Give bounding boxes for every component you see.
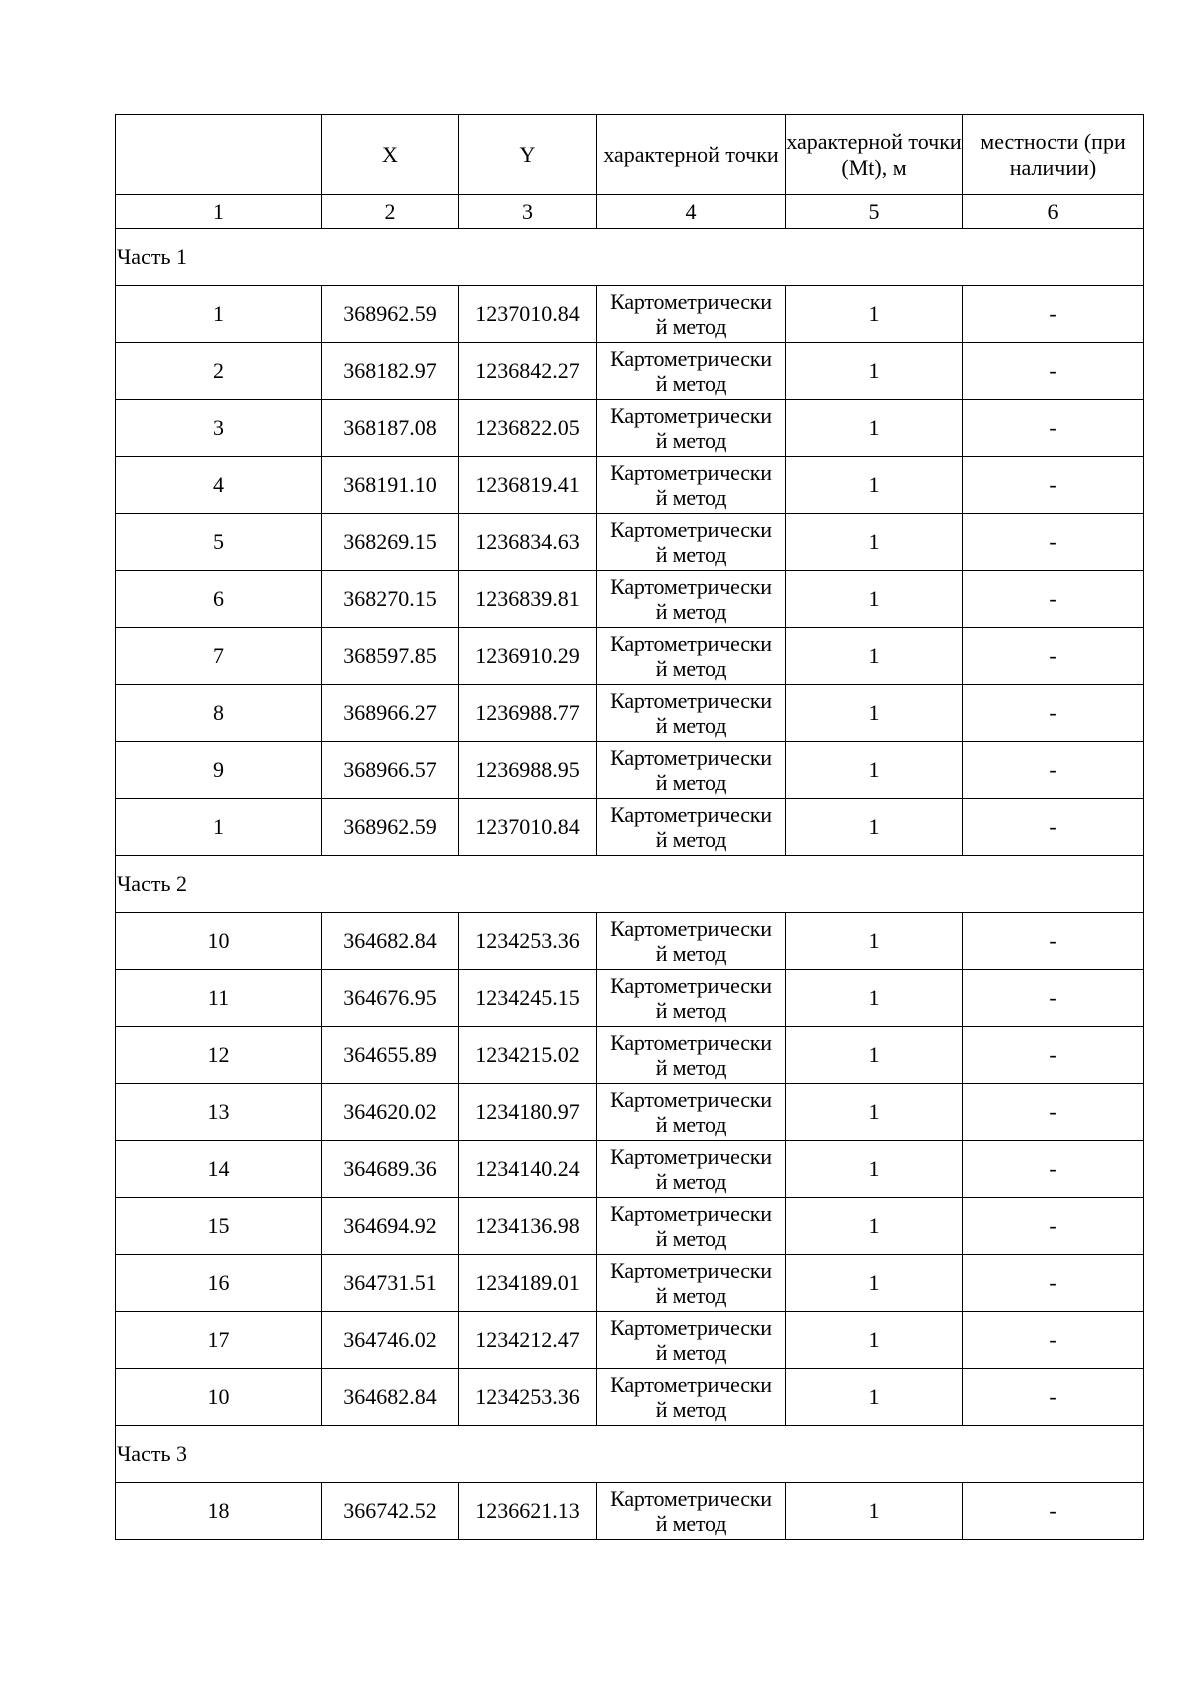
y-coordinate-cell: 1236842.27 xyxy=(459,343,597,400)
section-row xyxy=(116,856,1144,913)
y-coordinate-cell: 1234189.01 xyxy=(459,1255,597,1312)
description-cell: - xyxy=(963,913,1144,970)
accuracy-cell: 1 xyxy=(786,1312,963,1369)
table-row xyxy=(116,799,1144,856)
table-row xyxy=(116,1255,1144,1312)
description-cell: - xyxy=(963,286,1144,343)
method-cell xyxy=(597,571,786,628)
description-cell: - xyxy=(963,400,1144,457)
column-number: 5 xyxy=(786,195,963,229)
y-coordinate-cell: 1236834.63 xyxy=(459,514,597,571)
table-row xyxy=(116,913,1144,970)
y-coordinate-cell: 1236988.95 xyxy=(459,742,597,799)
method-cell xyxy=(597,457,786,514)
method-line-2: й метод xyxy=(655,998,727,1023)
point-number-cell: 3 xyxy=(116,400,322,457)
method-cell xyxy=(597,1141,786,1198)
description-cell: - xyxy=(963,1312,1144,1369)
method-cell xyxy=(597,514,786,571)
table-row xyxy=(116,400,1144,457)
method-cell xyxy=(597,799,786,856)
column-number: 1 xyxy=(116,195,322,229)
method-line-2: й метод xyxy=(655,599,727,624)
method-cell xyxy=(597,1198,786,1255)
description-cell: - xyxy=(963,1483,1144,1540)
method-line-1: Картометрически xyxy=(610,1315,772,1340)
accuracy-cell: 1 xyxy=(786,742,963,799)
method-cell xyxy=(597,343,786,400)
description-cell: - xyxy=(963,1084,1144,1141)
table-row xyxy=(116,1027,1144,1084)
table-row xyxy=(116,742,1144,799)
x-coordinate-cell: 364655.89 xyxy=(322,1027,459,1084)
header-cell-y: Y xyxy=(459,115,597,195)
point-number-cell: 14 xyxy=(116,1141,322,1198)
y-coordinate-cell: 1234212.47 xyxy=(459,1312,597,1369)
x-coordinate-cell: 368966.27 xyxy=(322,685,459,742)
header-cell-description: местности (при наличии) xyxy=(963,115,1144,195)
table-row xyxy=(116,286,1144,343)
column-number-row xyxy=(116,195,1144,229)
accuracy-cell: 1 xyxy=(786,457,963,514)
header-cell-accuracy: характерной точки (Mt), м xyxy=(786,115,963,195)
description-cell: - xyxy=(963,799,1144,856)
x-coordinate-cell: 364746.02 xyxy=(322,1312,459,1369)
section-title: Часть 1 xyxy=(116,229,1144,286)
description-cell: - xyxy=(963,970,1144,1027)
method-line-2: й метод xyxy=(655,1511,727,1536)
method-line-2: й метод xyxy=(655,371,727,396)
y-coordinate-cell: 1234136.98 xyxy=(459,1198,597,1255)
method-line-2: й метод xyxy=(655,941,727,966)
y-coordinate-cell: 1236910.29 xyxy=(459,628,597,685)
method-line-1: Картометрически xyxy=(610,289,772,314)
point-number-cell: 15 xyxy=(116,1198,322,1255)
method-line-2: й метод xyxy=(655,1169,727,1194)
method-line-1: Картометрически xyxy=(610,1087,772,1112)
section-title: Часть 2 xyxy=(116,856,1144,913)
method-line-2: й метод xyxy=(655,485,727,510)
header-cell-1 xyxy=(116,115,322,195)
method-cell xyxy=(597,400,786,457)
method-line-2: й метод xyxy=(655,1112,727,1137)
accuracy-cell: 1 xyxy=(786,1141,963,1198)
table-row xyxy=(116,514,1144,571)
x-coordinate-cell: 366742.52 xyxy=(322,1483,459,1540)
table-row xyxy=(116,343,1144,400)
description-cell: - xyxy=(963,457,1144,514)
method-line-1: Картометрически xyxy=(610,1030,772,1055)
accuracy-cell: 1 xyxy=(786,1027,963,1084)
x-coordinate-cell: 364694.92 xyxy=(322,1198,459,1255)
column-number: 4 xyxy=(597,195,786,229)
column-number: 2 xyxy=(322,195,459,229)
method-line-2: й метод xyxy=(655,656,727,681)
method-line-2: й метод xyxy=(655,1340,727,1365)
x-coordinate-cell: 364731.51 xyxy=(322,1255,459,1312)
method-line-1: Картометрически xyxy=(610,517,772,542)
x-coordinate-cell: 368966.57 xyxy=(322,742,459,799)
description-cell: - xyxy=(963,742,1144,799)
method-cell xyxy=(597,685,786,742)
method-line-2: й метод xyxy=(655,1226,727,1251)
y-coordinate-cell: 1236839.81 xyxy=(459,571,597,628)
point-number-cell: 10 xyxy=(116,913,322,970)
method-line-1: Картометрически xyxy=(610,1372,772,1397)
point-number-cell: 16 xyxy=(116,1255,322,1312)
table-row xyxy=(116,970,1144,1027)
x-coordinate-cell: 368962.59 xyxy=(322,286,459,343)
method-cell xyxy=(597,970,786,1027)
accuracy-cell: 1 xyxy=(786,514,963,571)
table-row xyxy=(116,571,1144,628)
table-row xyxy=(116,1198,1144,1255)
y-coordinate-cell: 1234215.02 xyxy=(459,1027,597,1084)
method-cell xyxy=(597,913,786,970)
accuracy-cell: 1 xyxy=(786,1198,963,1255)
y-coordinate-cell: 1234253.36 xyxy=(459,913,597,970)
method-line-2: й метод xyxy=(655,542,727,567)
x-coordinate-cell: 368597.85 xyxy=(322,628,459,685)
description-cell: - xyxy=(963,1369,1144,1426)
section-row xyxy=(116,229,1144,286)
y-coordinate-cell: 1237010.84 xyxy=(459,799,597,856)
accuracy-cell: 1 xyxy=(786,1255,963,1312)
accuracy-cell: 1 xyxy=(786,628,963,685)
method-line-1: Картометрически xyxy=(610,631,772,656)
table-row xyxy=(116,685,1144,742)
method-cell xyxy=(597,1312,786,1369)
method-line-2: й метод xyxy=(655,770,727,795)
y-coordinate-cell: 1236819.41 xyxy=(459,457,597,514)
method-line-1: Картометрически xyxy=(610,802,772,827)
point-number-cell: 11 xyxy=(116,970,322,1027)
method-cell xyxy=(597,742,786,799)
method-line-1: Картометрически xyxy=(610,1258,772,1283)
table-row xyxy=(116,457,1144,514)
method-cell xyxy=(597,1483,786,1540)
header-row xyxy=(116,115,1144,195)
point-number-cell: 4 xyxy=(116,457,322,514)
table-row xyxy=(116,628,1144,685)
column-number: 6 xyxy=(963,195,1144,229)
header-cell-method: характерной точки xyxy=(597,115,786,195)
x-coordinate-cell: 368962.59 xyxy=(322,799,459,856)
point-number-cell: 1 xyxy=(116,799,322,856)
description-cell: - xyxy=(963,1027,1144,1084)
table-row xyxy=(116,1369,1144,1426)
point-number-cell: 5 xyxy=(116,514,322,571)
point-number-cell: 1 xyxy=(116,286,322,343)
method-line-2: й метод xyxy=(655,1283,727,1308)
method-line-1: Картометрически xyxy=(610,1144,772,1169)
point-number-cell: 18 xyxy=(116,1483,322,1540)
accuracy-cell: 1 xyxy=(786,913,963,970)
y-coordinate-cell: 1237010.84 xyxy=(459,286,597,343)
method-line-2: й метод xyxy=(655,713,727,738)
y-coordinate-cell: 1236988.77 xyxy=(459,685,597,742)
header-cell-x: X xyxy=(322,115,459,195)
description-cell: - xyxy=(963,1141,1144,1198)
method-line-1: Картометрически xyxy=(610,916,772,941)
description-cell: - xyxy=(963,343,1144,400)
y-coordinate-cell: 1236621.13 xyxy=(459,1483,597,1540)
point-number-cell: 13 xyxy=(116,1084,322,1141)
method-line-1: Картометрически xyxy=(610,346,772,371)
method-line-1: Картометрически xyxy=(610,1201,772,1226)
table-row xyxy=(116,1312,1144,1369)
accuracy-cell: 1 xyxy=(786,685,963,742)
x-coordinate-cell: 368191.10 xyxy=(322,457,459,514)
x-coordinate-cell: 364620.02 xyxy=(322,1084,459,1141)
method-cell xyxy=(597,286,786,343)
y-coordinate-cell: 1234245.15 xyxy=(459,970,597,1027)
method-line-1: Картометрически xyxy=(610,973,772,998)
x-coordinate-cell: 364682.84 xyxy=(322,1369,459,1426)
accuracy-cell: 1 xyxy=(786,286,963,343)
y-coordinate-cell: 1234140.24 xyxy=(459,1141,597,1198)
point-number-cell: 9 xyxy=(116,742,322,799)
x-coordinate-cell: 364682.84 xyxy=(322,913,459,970)
point-number-cell: 7 xyxy=(116,628,322,685)
accuracy-cell: 1 xyxy=(786,1369,963,1426)
x-coordinate-cell: 368182.97 xyxy=(322,343,459,400)
description-cell: - xyxy=(963,628,1144,685)
x-coordinate-cell: 368187.08 xyxy=(322,400,459,457)
table-row xyxy=(116,1141,1144,1198)
description-cell: - xyxy=(963,685,1144,742)
description-cell: - xyxy=(963,514,1144,571)
accuracy-cell: 1 xyxy=(786,343,963,400)
method-line-2: й метод xyxy=(655,1397,727,1422)
point-number-cell: 17 xyxy=(116,1312,322,1369)
method-line-2: й метод xyxy=(655,827,727,852)
accuracy-cell: 1 xyxy=(786,1483,963,1540)
method-line-2: й метод xyxy=(655,314,727,339)
method-line-1: Картометрически xyxy=(610,745,772,770)
point-number-cell: 6 xyxy=(116,571,322,628)
y-coordinate-cell: 1236822.05 xyxy=(459,400,597,457)
x-coordinate-cell: 364676.95 xyxy=(322,970,459,1027)
description-cell: - xyxy=(963,571,1144,628)
section-title: Часть 3 xyxy=(116,1426,1144,1483)
y-coordinate-cell: 1234180.97 xyxy=(459,1084,597,1141)
table-row xyxy=(116,1483,1144,1540)
accuracy-cell: 1 xyxy=(786,799,963,856)
method-cell xyxy=(597,1084,786,1141)
accuracy-cell: 1 xyxy=(786,1084,963,1141)
x-coordinate-cell: 368270.15 xyxy=(322,571,459,628)
method-line-1: Картометрически xyxy=(610,403,772,428)
y-coordinate-cell: 1234253.36 xyxy=(459,1369,597,1426)
method-line-1: Картометрически xyxy=(610,688,772,713)
section-row xyxy=(116,1426,1144,1483)
method-line-2: й метод xyxy=(655,428,727,453)
table-body xyxy=(116,115,1144,1540)
point-number-cell: 10 xyxy=(116,1369,322,1426)
accuracy-cell: 1 xyxy=(786,571,963,628)
method-line-2: й метод xyxy=(655,1055,727,1080)
accuracy-cell: 1 xyxy=(786,970,963,1027)
coordinates-table xyxy=(115,114,1144,1540)
x-coordinate-cell: 364689.36 xyxy=(322,1141,459,1198)
method-cell xyxy=(597,628,786,685)
method-line-1: Картометрически xyxy=(610,574,772,599)
method-cell xyxy=(597,1027,786,1084)
description-cell: - xyxy=(963,1255,1144,1312)
method-line-1: Картометрически xyxy=(610,460,772,485)
point-number-cell: 8 xyxy=(116,685,322,742)
accuracy-cell: 1 xyxy=(786,400,963,457)
method-cell xyxy=(597,1369,786,1426)
method-line-1: Картометрически xyxy=(610,1486,772,1511)
column-number: 3 xyxy=(459,195,597,229)
point-number-cell: 12 xyxy=(116,1027,322,1084)
description-cell: - xyxy=(963,1198,1144,1255)
point-number-cell: 2 xyxy=(116,343,322,400)
table-row xyxy=(116,1084,1144,1141)
x-coordinate-cell: 368269.15 xyxy=(322,514,459,571)
method-cell xyxy=(597,1255,786,1312)
